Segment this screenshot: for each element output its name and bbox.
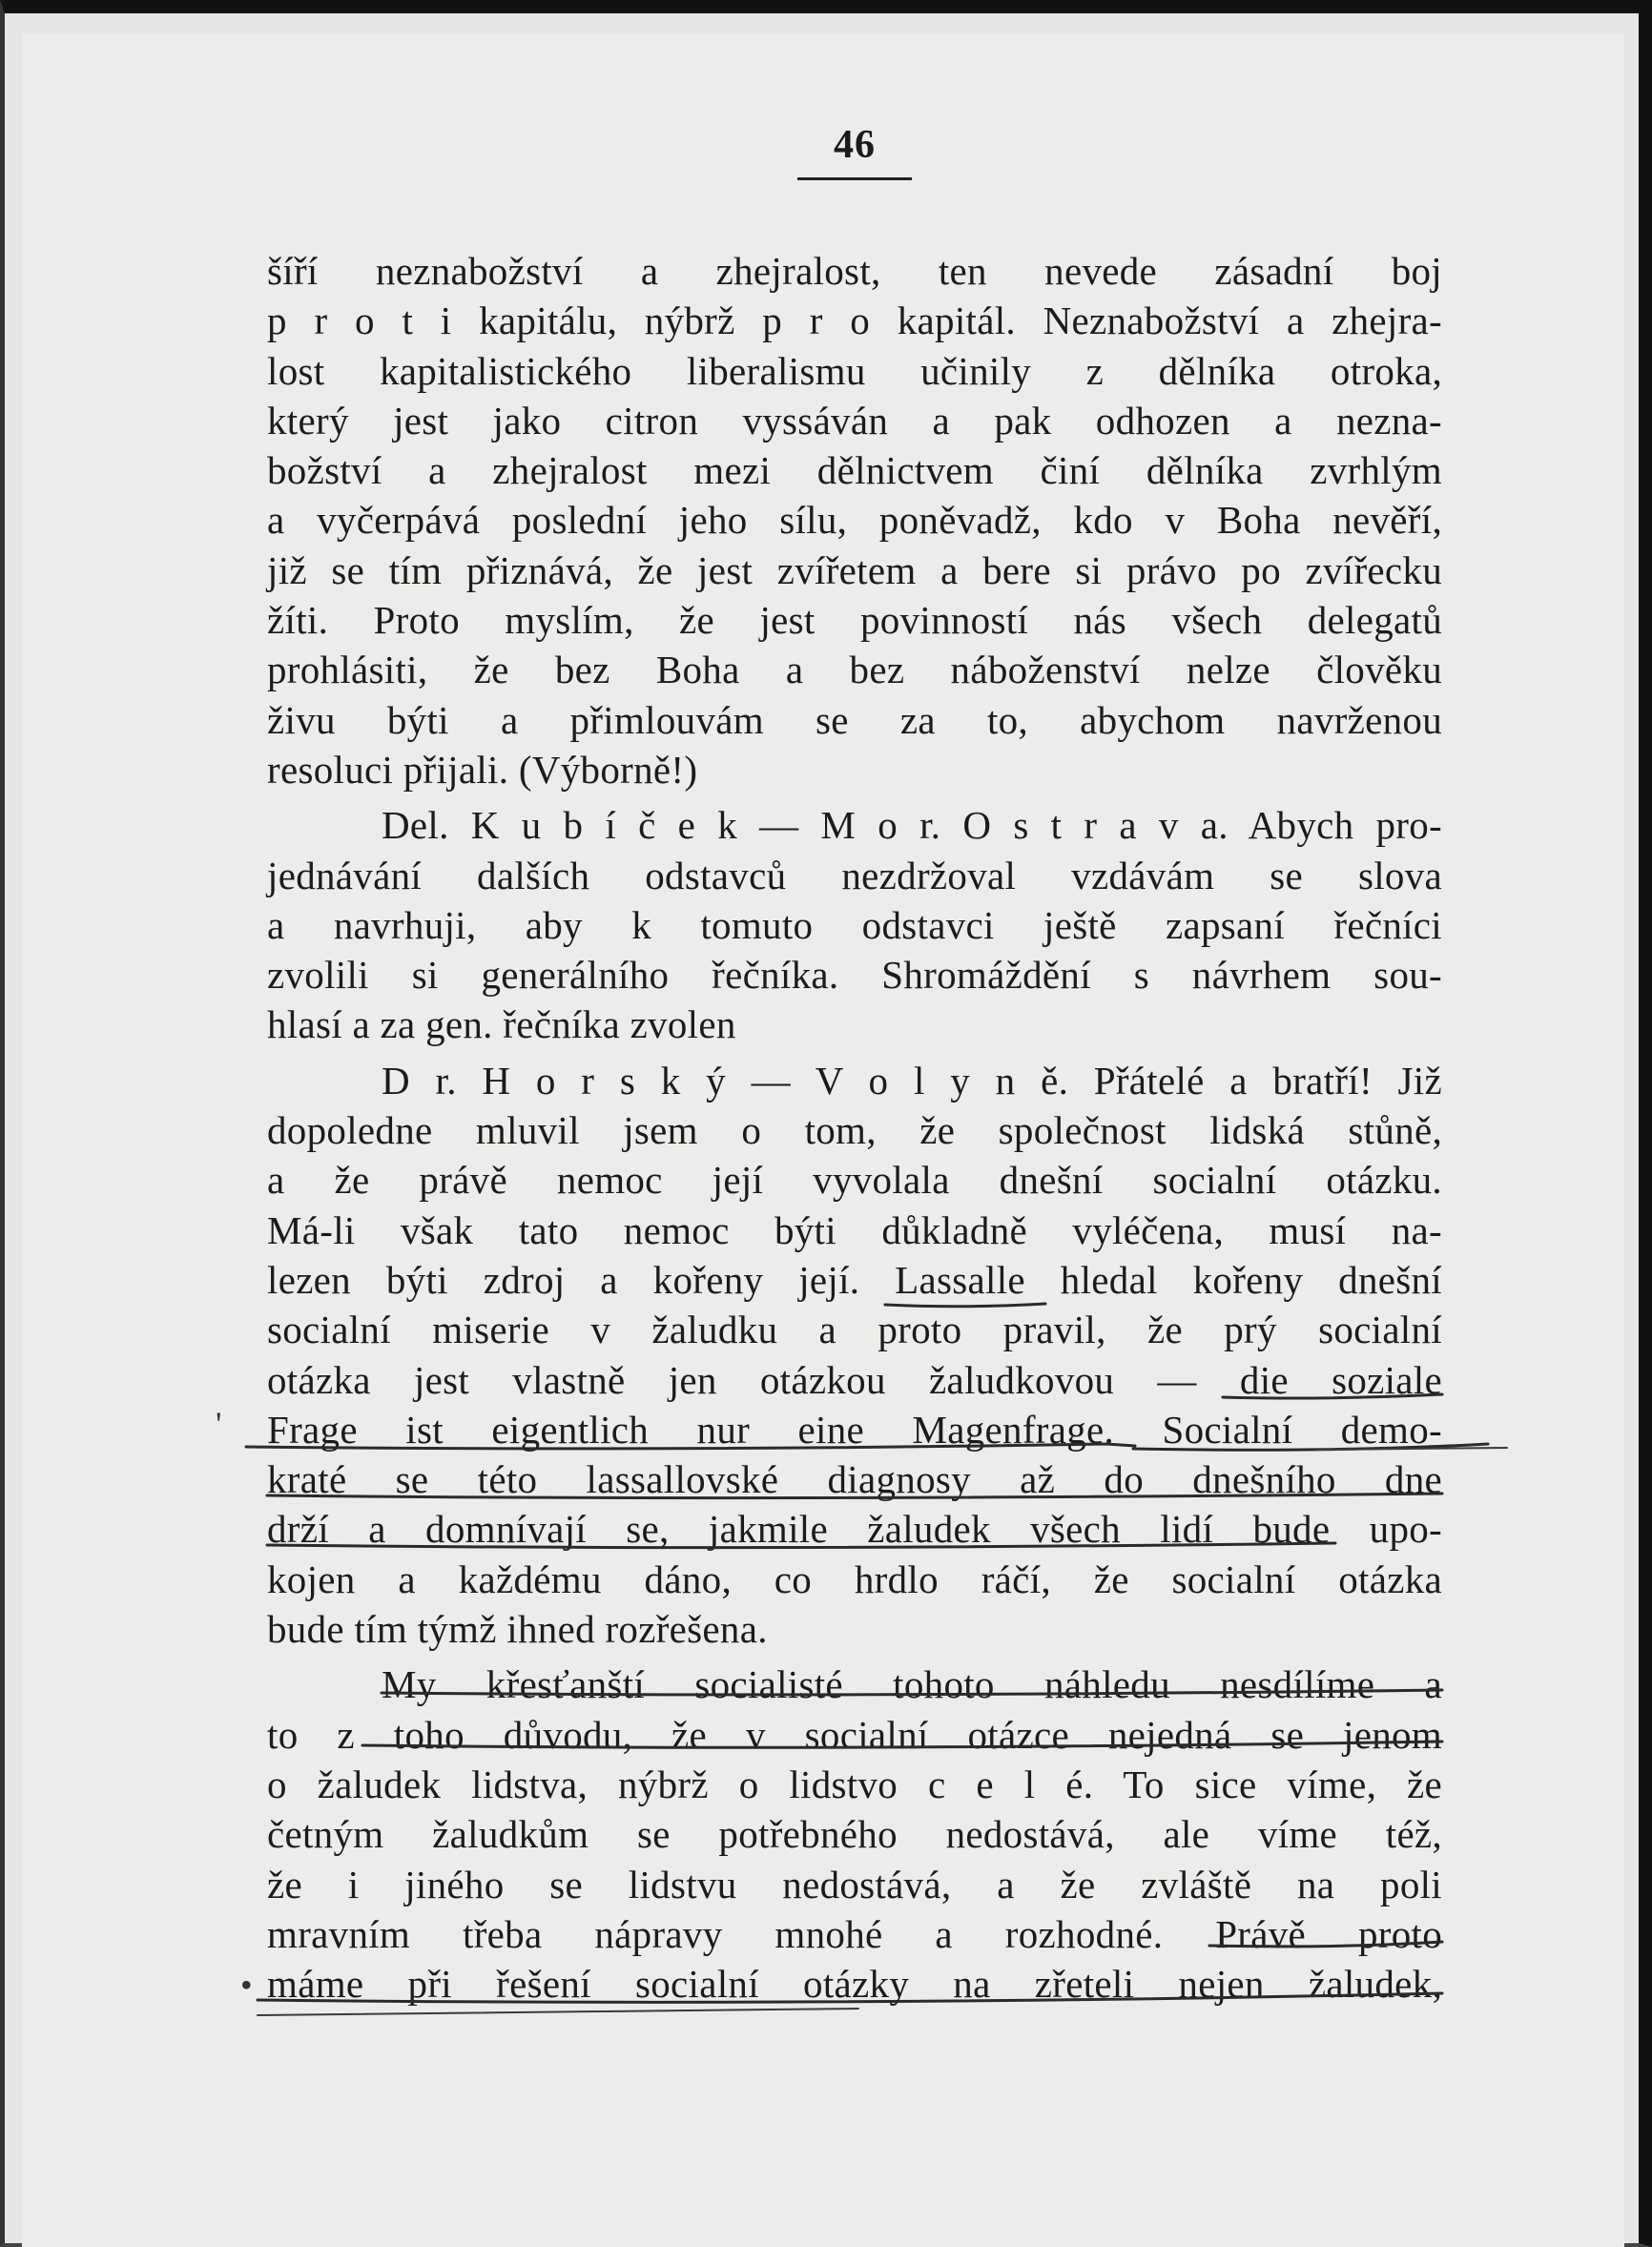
- text-line: živu býti a přimlouvám se za to, abychom navrženou: [267, 697, 1442, 742]
- text-line: jednávání dalších odstavců nezdržoval vzdávám se slova: [267, 853, 1442, 897]
- text-line: máme při řešení socialní otázky na zřeteli nejen žaludek,: [267, 1962, 1442, 2007]
- text-line: mravním třeba nápravy mnohé a rozhodné. Právě proto: [267, 1911, 1442, 1956]
- margin-mark: •: [240, 1966, 253, 2004]
- text-line: a že právě nemoc její vyvolala dnešní socialní otázku.: [267, 1158, 1442, 1203]
- text-line: lezen býti zdroj a kořeny její. Lassalle hledal kořeny dnešní: [267, 1257, 1442, 1302]
- text-line: dopoledne mluvil jsem o tom, že společnost lidská stůně,: [267, 1108, 1442, 1153]
- text-line: Del. K u b í č e k — M o r. O s t r a v a. Abych pro-: [382, 803, 1442, 848]
- text-line: četným žaludkům se potřebného nedostává, ale víme též,: [267, 1812, 1442, 1857]
- paragraph-2: [267, 800, 1442, 1049]
- text-line: šíří neznabožství a zhejralost, ten nevede zásadní boj: [267, 249, 1442, 293]
- text-line: prohlásiti, že bez Boha a bez náboženství nelze člověku: [267, 648, 1442, 692]
- text-line: to z toho důvodu, že v socialní otázce nejedná se jenom: [267, 1712, 1442, 1757]
- text-line: kojen a každému dáno, co hrdlo ráčí, že socialní otázka: [267, 1556, 1442, 1601]
- text-line: Má-li však tato nemoc býti důkladně vyléčena, musí na-: [267, 1207, 1442, 1252]
- page-number: 46: [834, 123, 876, 167]
- paragraph-3: [267, 1056, 1442, 1655]
- text-line: lost kapitalistického liberalismu učinily z dělníka otroka,: [267, 348, 1442, 393]
- text-line: drží a domnívají se, jakmile žaludek všech lidí bude upo-: [267, 1507, 1442, 1552]
- text-line: který jest jako citron vyssáván a pak odhozen a nezna-: [267, 398, 1442, 443]
- text-line: socialní miserie v žaludku a proto pravil, že prý socialní: [267, 1308, 1442, 1352]
- text-line: žíti. Proto myslím, že jest povinností nás všech delegatů: [267, 598, 1442, 643]
- body-text: [267, 246, 1442, 2009]
- text-line: božství a zhejralost mezi dělnictvem činí dělníka zvrhlým: [267, 448, 1442, 493]
- text-line: resoluci přijali. (Výborně!): [267, 747, 698, 792]
- text-line: bude tím týmž ihned rozřešena.: [267, 1607, 768, 1652]
- text-line: o žaludek lidstva, nýbrž o lidstvo c e l é. To sice víme, že: [267, 1762, 1442, 1806]
- text-line: Frage ist eigentlich nur eine Magenfrage. Socialní demo-: [267, 1407, 1442, 1452]
- text-line: a vyčerpává poslední jeho sílu, poněvadž, kdo v Boha nevěří,: [267, 498, 1442, 543]
- paragraph-4: [267, 1659, 1442, 2009]
- text-line: p r o t i kapitálu, nýbrž p r o kapitál. Neznabožství a zhejra-: [267, 299, 1442, 343]
- text-line: zvolili si generálního řečníka. Shromáždění s návrhem sou-: [267, 953, 1442, 998]
- text-line: kraté se této lassallovské diagnosy až do dnešního dne: [267, 1457, 1442, 1502]
- text-line: že i jiného se lidstvu nedostává, a že zvláště na poli: [267, 1862, 1442, 1907]
- text-line: otázka jest vlastně jen otázkou žaludkovou — die soziale: [267, 1357, 1442, 1402]
- text-line: D r. H o r s k ý — V o l y n ě. Přátelé a bratří! Již: [382, 1058, 1442, 1103]
- text-line: My křesťanští socialisté tohoto náhledu nesdílíme a: [382, 1662, 1442, 1707]
- paragraph-1: [267, 246, 1442, 794]
- page-number-rule: [797, 177, 912, 180]
- text-line: již se tím přiznává, že jest zvířetem a bere si právo po zvířecku: [267, 547, 1442, 592]
- margin-mark: ': [216, 1405, 222, 1443]
- text-line: a navrhuji, aby k tomuto odstavci ještě zapsaní řečníci: [267, 902, 1442, 947]
- text-line: hlasí a za gen. řečníka zvolen: [267, 1002, 736, 1047]
